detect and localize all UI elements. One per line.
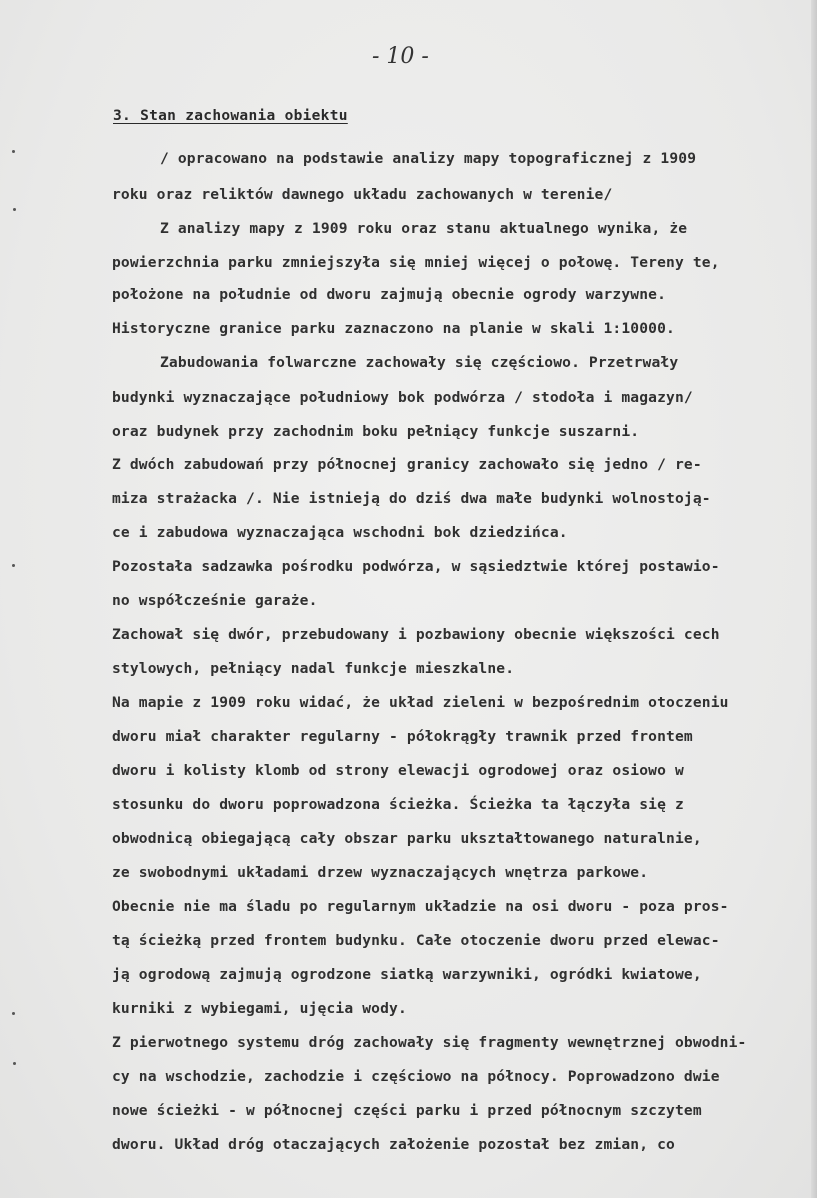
text-line: Z pierwotnego systemu dróg zachowały się fragmenty wewnętrznej obwodni- [112,1034,747,1051]
text-line: ce i zabudowa wyznaczająca wschodni bok dziedzińca. [112,524,568,541]
text-line: no współcześnie garaże. [112,592,318,609]
text-line: dworu miał charakter regularny - półokrągły trawnik przed frontem [112,728,693,745]
text-line: budynki wyznaczające południowy bok podwórza / stodoła i magazyn/ [112,389,693,406]
text-line: Zabudowania folwarczne zachowały się częściowo. Przetrwały [160,354,679,371]
text-line: tą ścieżką przed frontem budynku. Całe otoczenie dworu przed elewac- [112,932,720,949]
text-line: ze swobodnymi układami drzew wyznaczających wnętrza parkowe. [112,864,649,881]
text-line: powierzchnia parku zmniejszyła się mniej więcej o połowę. Tereny te, [112,254,720,271]
text-line: Na mapie z 1909 roku widać, że układ zieleni w bezpośrednim otoczeniu [112,694,729,711]
text-line: położone na południe od dworu zajmują obecnie ogrody warzywne. [112,286,667,303]
scan-speck [13,208,16,211]
scan-speck [13,1062,16,1065]
text-line: Zachował się dwór, przebudowany i pozbawiony obecnie większości cech [112,626,720,643]
text-line: obwodnicą obiegającą cały obszar parku ukształtowanego naturalnie, [112,830,702,847]
text-line: dworu i kolisty klomb od strony elewacji ogrodowej oraz osiowo w [112,762,684,779]
section-heading: 3. Stan zachowania obiektu [113,108,348,124]
scan-speck [12,150,15,153]
text-line: roku oraz reliktów dawnego układu zachowanych w terenie/ [112,186,613,203]
text-line: Obecnie nie ma śladu po regularnym układzie na osi dworu - poza pros- [112,898,729,915]
scan-speck [12,1012,15,1015]
text-line: Z dwóch zabudowań przy północnej granicy zachowało się jedno / re- [112,456,702,473]
page-number: - 10 - [372,44,429,69]
text-line: miza strażacka /. Nie istnieją do dziś dwa małe budynki wolnostoją- [112,490,711,507]
text-line: Historyczne granice parku zaznaczono na planie w skali 1:10000. [112,320,675,337]
text-line: ją ogrodową zajmują ogrodzone siatką warzywniki, ogródki kwiatowe, [112,966,702,983]
text-line: dworu. Układ dróg otaczających założenie pozostał bez zmian, co [112,1136,675,1153]
text-line: / opracowano na podstawie analizy mapy topograficznej z 1909 [160,150,697,167]
text-line: oraz budynek przy zachodnim boku pełniący funkcje suszarni. [112,423,640,440]
text-line: Pozostała sadzawka pośrodku podwórza, w sąsiedztwie której postawio- [112,558,720,575]
text-line: stosunku do dworu poprowadzona ścieżka. Ścieżka ta łączyła się z [112,796,684,813]
page-edge-shadow [811,0,817,1198]
text-line: cy na wschodzie, zachodzie i częściowo na północy. Poprowadzono dwie [112,1068,720,1085]
scan-speck [12,564,15,567]
text-line: Z analizy mapy z 1909 roku oraz stanu aktualnego wynika, że [160,220,688,237]
text-line: stylowych, pełniący nadal funkcje mieszkalne. [112,660,515,677]
text-line: nowe ścieżki - w północnej części parku i przed północnym szczytem [112,1102,702,1119]
text-line: kurniki z wybiegami, ujęcia wody. [112,1000,407,1017]
